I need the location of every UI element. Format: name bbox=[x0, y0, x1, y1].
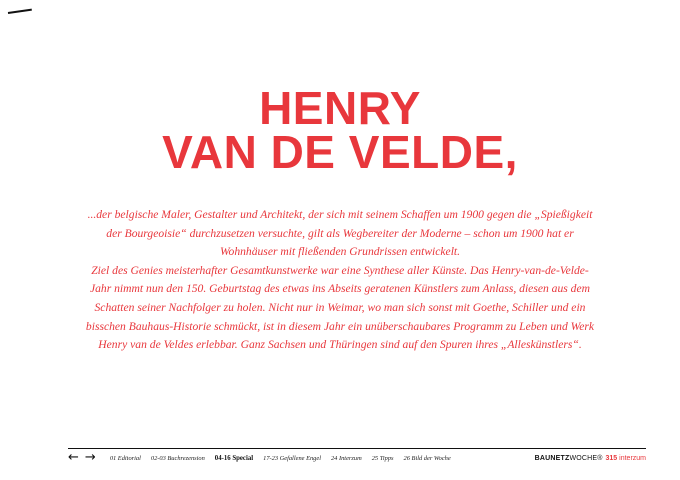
headline-line-1: HENRY bbox=[259, 82, 421, 134]
page-headline bbox=[0, 82, 680, 178]
brand-name-bold: BAUNETZ bbox=[534, 454, 570, 462]
intro-text bbox=[84, 206, 596, 355]
nav-item-tipps[interactable]: 25 Tipps bbox=[371, 454, 394, 462]
nav-item-editorial[interactable]: 01 Editorial bbox=[109, 454, 141, 462]
nav-item-buchrezension[interactable]: 02-03 Buchrezension bbox=[150, 454, 205, 462]
registered-mark: ® bbox=[597, 454, 603, 462]
next-page-arrow-icon[interactable]: → bbox=[84, 450, 96, 465]
baunetzwoche-logo[interactable] bbox=[535, 455, 646, 462]
prev-page-arrow-icon[interactable]: ← bbox=[68, 450, 79, 465]
issue-navigation bbox=[110, 455, 451, 462]
nav-item-bild-der-woche[interactable]: 26 Bild der Woche bbox=[403, 454, 451, 462]
nav-item-special[interactable]: 04-16 Special bbox=[214, 454, 254, 462]
headline-line-2: VAN DE VELDE, bbox=[162, 126, 518, 178]
corner-mark bbox=[8, 9, 32, 14]
intro-paragraph-2: Ziel des Genies meisterhafter Gesamtkunstwerke war eine Synthese aller Künste. Das Henry-van-de-Velde-Jahr nimmt nun den 150. Geburtstag des etwas ins Abseits geratenen Künstlers zum Anlass, diesen aus dem Schatten seiner Nachfolger zu holen. Nicht nur in Weimar, wo man sich sonst mit Goethe, Schiller und ein bisschen Bauhaus-Historie schmückt, ist in diesem Jahr ein unüberschaubares Programm zu Leben und Werk Henry van de Veldes erlebbar. Ganz Sachsen und Thüringen sind auf den Spuren ihres „Alleskünstlers“. bbox=[85, 263, 595, 352]
nav-item-interzum[interactable]: 24 Interzum bbox=[330, 454, 362, 462]
section-label: interzum bbox=[619, 454, 646, 462]
issue-number: 315 bbox=[605, 454, 618, 462]
brand-name-light: WOCHE bbox=[569, 454, 598, 462]
nav-item-gefallene-engel[interactable]: 17-23 Gefallene Engel bbox=[263, 454, 321, 462]
intro-paragraph-1: ...der belgische Maler, Gestalter und Architekt, der sich mit seinem Schaffen um 1900 gegen die „Spießigkeit der Bourgeoisie“ durchzusetzen versuchte, gilt als Wegbereiter der Moderne – schon um 1900 hat er Wohnhäuser mit fließenden Grundrissen entwickelt. bbox=[87, 208, 593, 259]
footer-nav-bar bbox=[68, 451, 646, 465]
footer-divider bbox=[68, 448, 646, 449]
